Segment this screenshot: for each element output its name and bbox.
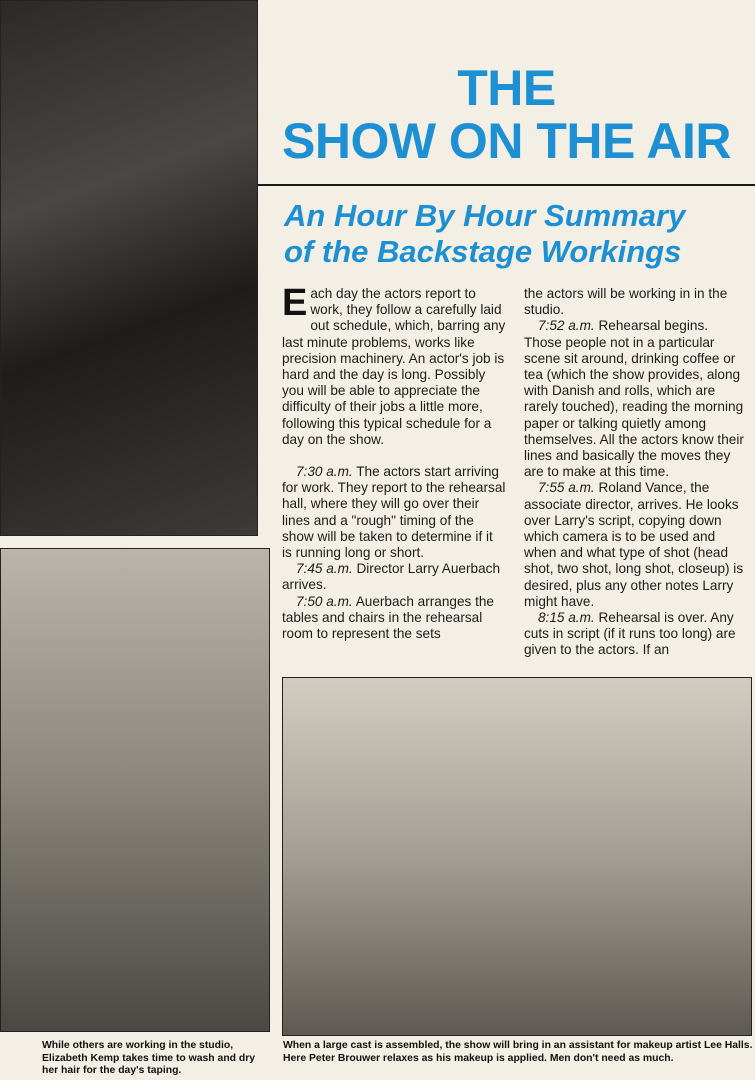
entry-time: 7:52 a.m. [538,318,595,334]
schedule-entry [282,561,506,593]
photo-makeup [282,677,752,1036]
photo-caption-right: When a large cast is assembled, the show will bring in an assistant for makeup artist Lee Halls. Here Peter Brouwer relaxes as his makeup is applied. Men don't need as much. [283,1040,753,1064]
schedule-entry [282,464,506,561]
subtitle-line-1: An Hour By Hour Summary [284,198,686,233]
schedule-entry [524,610,744,659]
subtitle [284,198,744,269]
entry-text: Rehearsal begins. Those people not in a particular scene sit around, drinking coffee or tea (which the show provides, along with Danish and rolls, which are rarely touched), reading the morning paper or talking quietly among themselves. All the actors know their lines and basically the moves they are to make at this time. [524,318,744,480]
subtitle-line-2: of the Backstage Workings [284,233,682,269]
entry-text: Director Larry Auerbach arrives. [282,561,500,593]
entry-time: 7:30 a.m. [296,464,353,480]
intro-paragraph [282,282,506,448]
schedule-entry [524,318,744,480]
continuation-paragraph: the actors will be working in in the studio. [524,286,728,318]
entry-text: Roland Vance, the associate director, arrives. He looks over Larry's script, copying down which camera is to be used and when and what type of shot (head shot, two shot, long shot, closeup) is desired, plus any other notes Larry might have. [524,480,744,609]
entry-text: The actors start arriving for work. They report to the rehearsal hall, where they will go over their lines and a "rough" timing of the show will be taken to determine if it is running long or short. [282,464,506,561]
entry-text: Rehearsal is over. Any cuts in script (if it runs too long) are given to the actors. If an [524,610,736,658]
entry-time: 7:55 a.m. [538,480,595,496]
title-line-1: THE [457,60,556,116]
photo-hair-drying [0,548,270,1032]
title-line-2: SHOW ON THE AIR [282,112,731,169]
article-column-2 [524,286,744,659]
entry-time: 7:45 a.m. [296,561,353,577]
page-title [258,62,755,167]
entry-time: 8:15 a.m. [538,610,595,626]
schedule-entry [524,480,744,610]
photo-studio-lighting [0,0,258,536]
entry-text: Auerbach arranges the tables and chairs in the rehearsal room to represent the sets [282,593,494,642]
article-column-1 [282,282,506,642]
entry-time: 7:50 a.m. [296,593,353,609]
schedule-entry [282,594,506,643]
intro-text: ach day the actors report to work, they follow a carefully laid out schedule, which, barring any last minute problems, works like precision machinery. An actor's job is hard and the day is long. Possibly you will be able to appreciate the difficulty of their jobs a little more, following this typical schedule for a day on the show. [282,286,506,447]
title-rule [258,184,755,186]
drop-cap: E [282,282,308,324]
photo-caption-left: While others are working in the studio, Elizabeth Kemp takes time to wash and dry her hair for the day's taping. [42,1040,256,1076]
